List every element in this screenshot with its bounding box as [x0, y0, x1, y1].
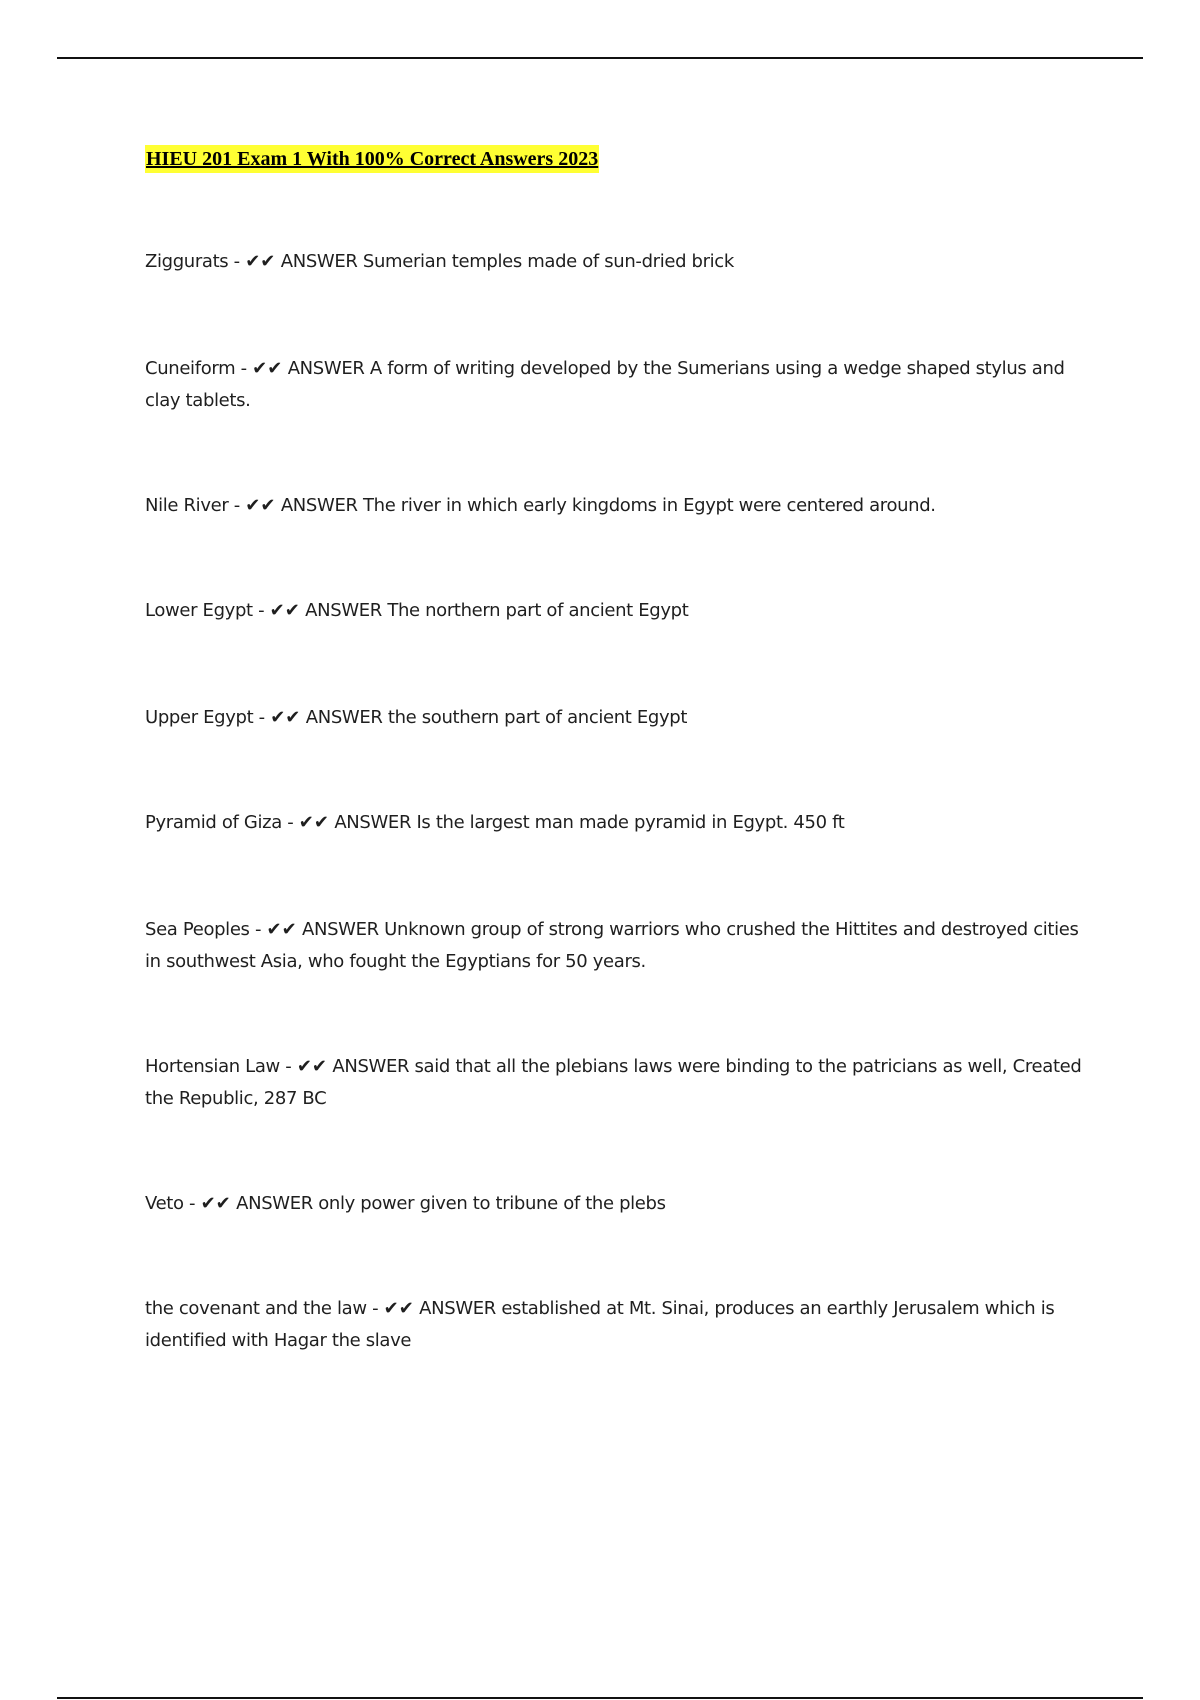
qa-item-lower-egypt: Lower Egypt - ✔✔ ANSWER The northern part of ancient Egypt	[145, 600, 689, 621]
qa-term: Pyramid of Giza	[145, 812, 282, 833]
document-title: HIEU 201 Exam 1 With 100% Correct Answers 2023	[145, 145, 599, 173]
qa-item-nile-river: Nile River - ✔✔ ANSWER The river in which early kingdoms in Egypt were centered around.	[145, 495, 936, 516]
qa-term: Veto	[145, 1193, 184, 1214]
qa-term: Ziggurats	[145, 251, 229, 272]
double-check-icon: ✔✔	[266, 919, 297, 940]
qa-term: Upper Egypt	[145, 707, 254, 728]
qa-item-hortensian-law: Hortensian Law - ✔✔ ANSWER said that all the plebians laws were binding to the patricians as well, Created the Republic, 287 BC	[145, 1056, 1082, 1109]
qa-answer: ANSWER only power given to tribune of the plebs	[236, 1193, 666, 1214]
double-check-icon: ✔✔	[269, 600, 300, 621]
double-check-icon: ✔✔	[296, 1056, 327, 1077]
qa-item-upper-egypt: Upper Egypt - ✔✔ ANSWER the southern part of ancient Egypt	[145, 707, 688, 728]
double-check-icon: ✔✔	[245, 251, 276, 272]
double-check-icon: ✔✔	[383, 1298, 414, 1319]
top-rule	[57, 57, 1143, 59]
qa-item-sea-peoples: Sea Peoples - ✔✔ ANSWER Unknown group of strong warriors who crushed the Hittites and destroyed cities in southwest Asia, who fought the Egyptians for 50 years.	[145, 919, 1079, 972]
qa-answer: ANSWER said that all the plebians laws were binding to the patricians as well, Created the Republic, 287 BC	[145, 1056, 1082, 1109]
qa-answer: ANSWER The northern part of ancient Egypt	[305, 600, 689, 621]
qa-term: Lower Egypt	[145, 600, 253, 621]
qa-answer: ANSWER the southern part of ancient Egypt	[305, 707, 688, 728]
double-check-icon: ✔✔	[252, 358, 283, 379]
qa-answer: ANSWER Is the largest man made pyramid in Egypt. 450 ft	[334, 812, 845, 833]
double-check-icon: ✔✔	[245, 495, 276, 516]
qa-term: Cuneiform	[145, 358, 236, 379]
qa-item-covenant-and-law: the covenant and the law - ✔✔ ANSWER established at Mt. Sinai, produces an earthly Jerusalem which is identified with Hagar the slave	[145, 1298, 1055, 1351]
double-check-icon: ✔✔	[298, 812, 329, 833]
qa-answer: ANSWER Unknown group of strong warriors who crushed the Hittites and destroyed cities in southwest Asia, who fought the Egyptians for 50 years.	[145, 919, 1079, 972]
double-check-icon: ✔✔	[270, 707, 301, 728]
qa-term: Sea Peoples	[145, 919, 250, 940]
qa-term: the covenant and the law	[145, 1298, 367, 1319]
qa-answer: ANSWER established at Mt. Sinai, produces an earthly Jerusalem which is identified with Hagar the slave	[145, 1298, 1055, 1351]
qa-item-cuneiform: Cuneiform - ✔✔ ANSWER A form of writing developed by the Sumerians using a wedge shaped stylus and clay tablets.	[145, 358, 1065, 411]
qa-term: Nile River	[145, 495, 229, 516]
qa-answer: ANSWER Sumerian temples made of sun-dried brick	[280, 251, 734, 272]
qa-term: Hortensian Law	[145, 1056, 280, 1077]
qa-item-pyramid-of-giza: Pyramid of Giza - ✔✔ ANSWER Is the largest man made pyramid in Egypt. 450 ft	[145, 812, 845, 833]
qa-answer: ANSWER The river in which early kingdoms in Egypt were centered around.	[280, 495, 936, 516]
bottom-rule	[57, 1697, 1143, 1699]
qa-answer: ANSWER A form of writing developed by the Sumerians using a wedge shaped stylus and clay tablets.	[145, 358, 1065, 411]
qa-item-veto: Veto - ✔✔ ANSWER only power given to tribune of the plebs	[145, 1193, 666, 1214]
qa-item-ziggurats: Ziggurats - ✔✔ ANSWER Sumerian temples made of sun-dried brick	[145, 251, 734, 272]
double-check-icon: ✔✔	[200, 1193, 231, 1214]
